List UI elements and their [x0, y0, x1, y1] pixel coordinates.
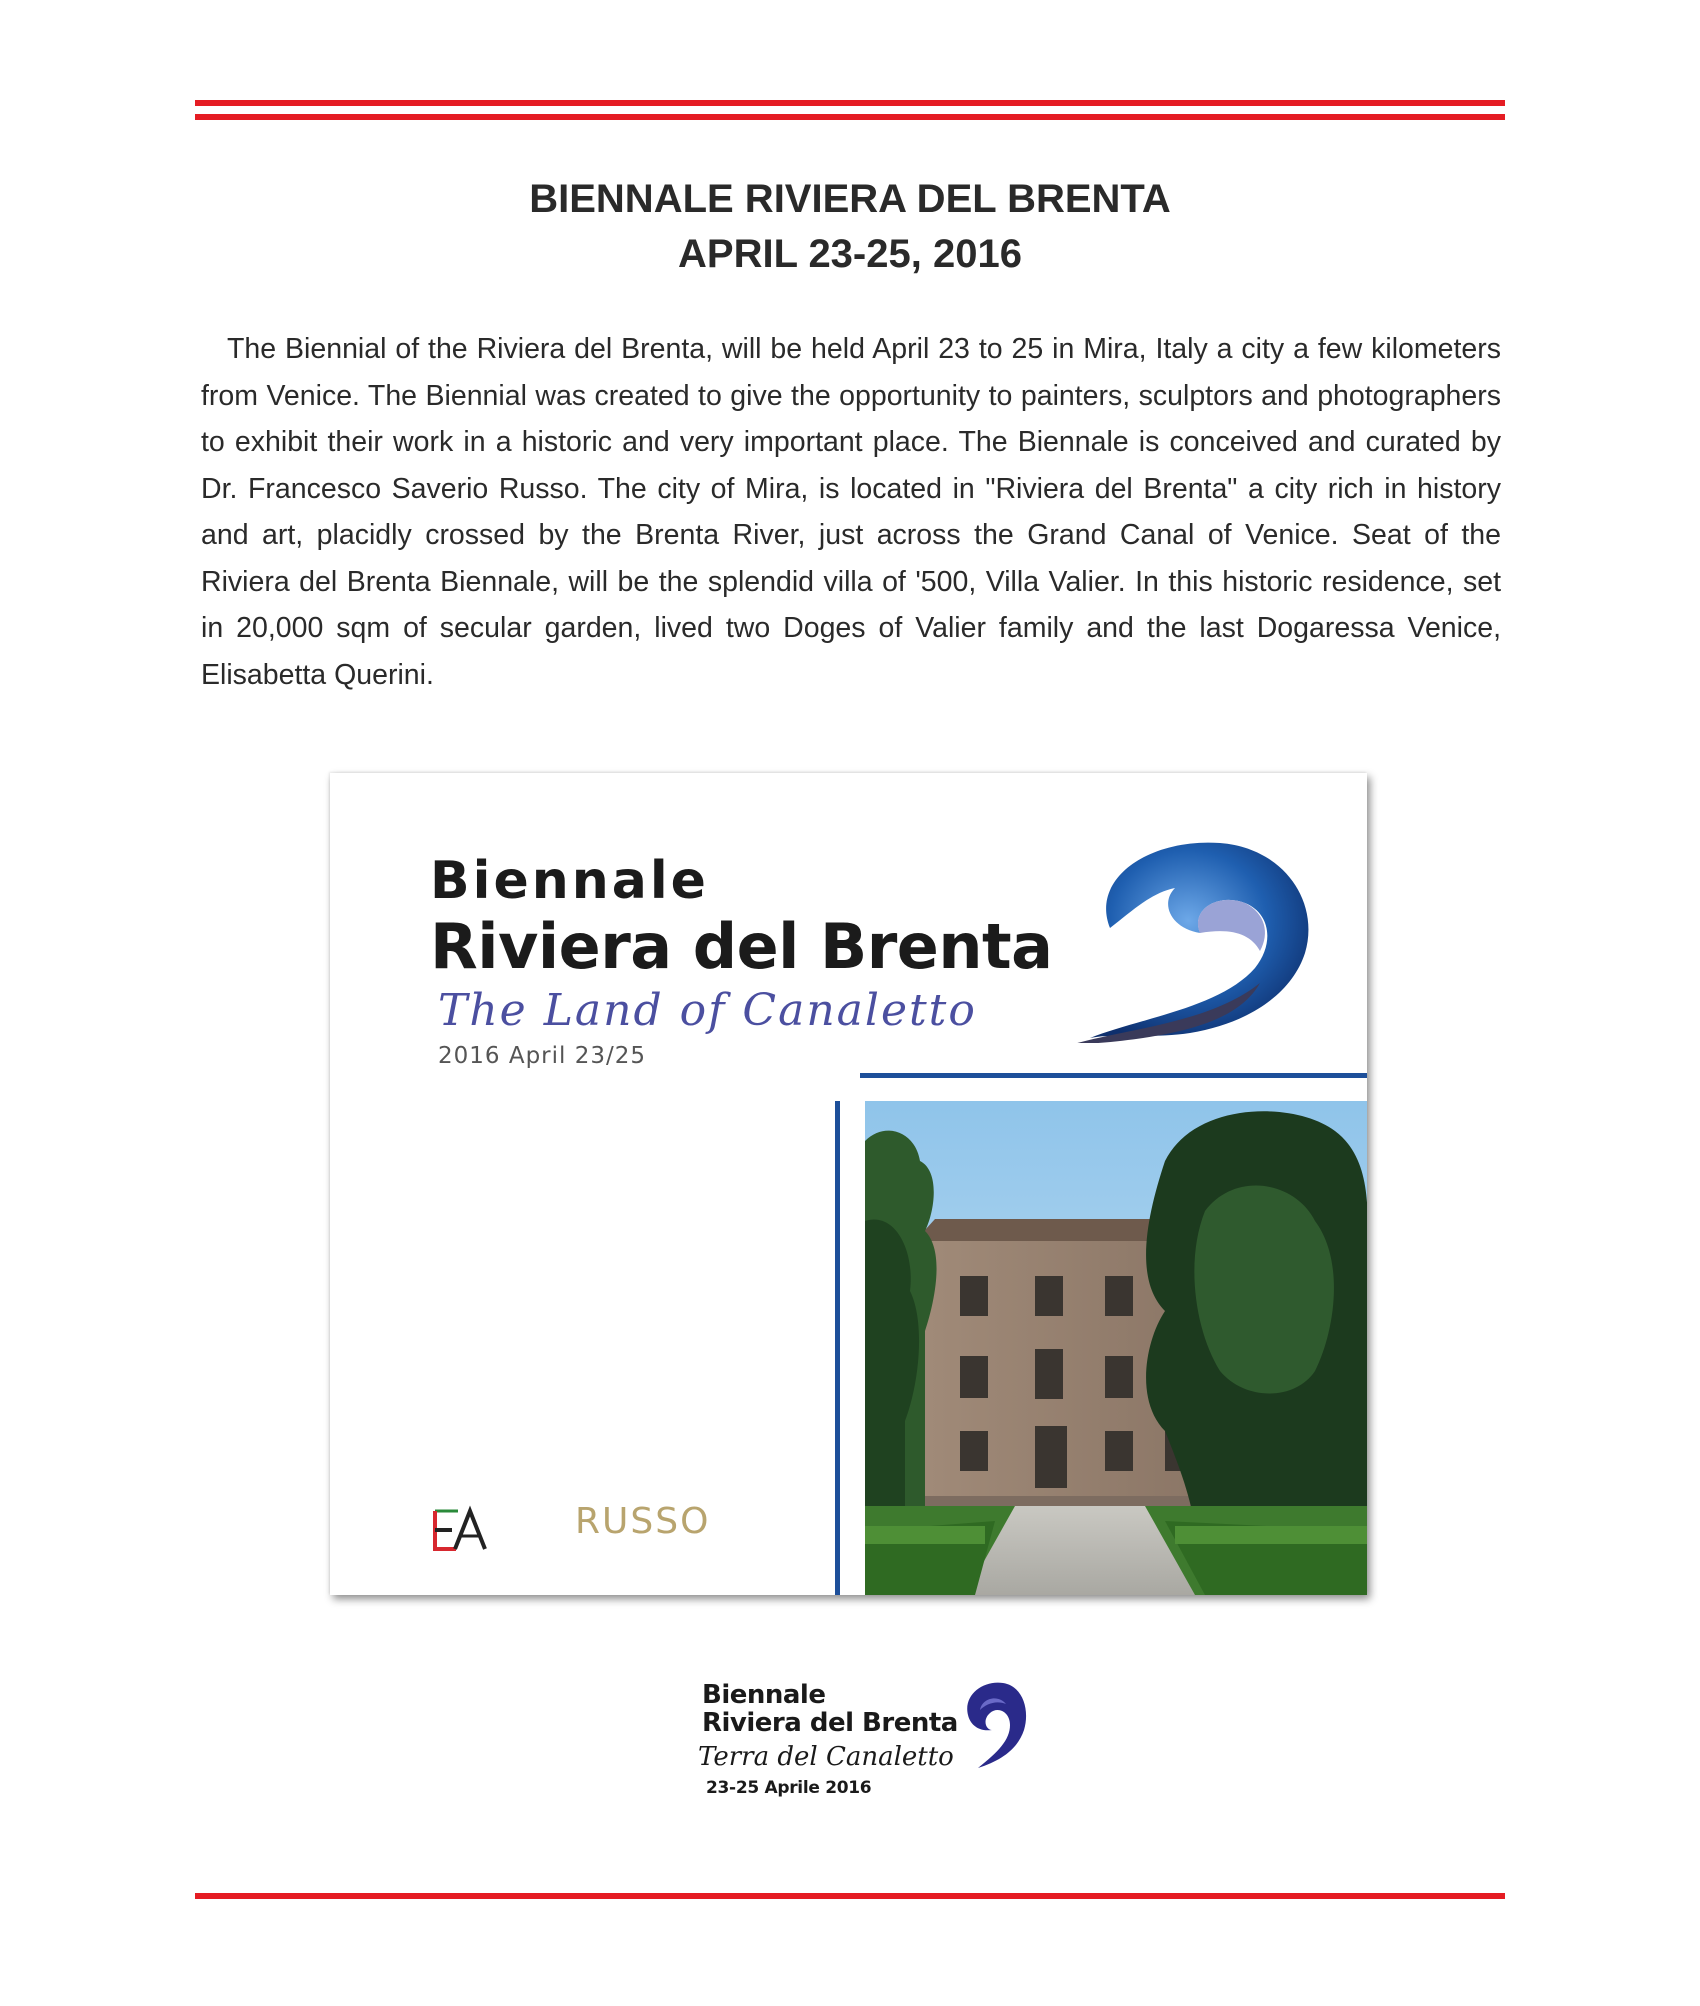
title-line-2: APRIL 23-25, 2016 [678, 232, 1022, 276]
top-rule-upper [195, 100, 1505, 106]
biennale-logo [690, 1680, 1030, 1830]
poster-date: 2016 April 23/25 [438, 1043, 647, 1069]
logo-title-line-2: Riviera del Brenta [702, 1708, 958, 1738]
poster-horizontal-rule [860, 1073, 1367, 1078]
top-rule-lower [195, 114, 1505, 120]
logo-subtitle: Terra del Canaletto [698, 1742, 954, 1772]
title-line-1: BIENNALE RIVIERA DEL BRENTA [529, 177, 1171, 221]
poster-subtitle: The Land of Canaletto [438, 985, 977, 1036]
logo-date: 23-25 Aprile 2016 [706, 1778, 872, 1798]
page-title [0, 172, 1700, 282]
logo-wave-icon [958, 1680, 1028, 1770]
body-paragraph: The Biennial of the Riviera del Brenta, will be held April 23 to 25 in Mira, Italy a city a few kilometers from Venice. The Biennial was created to give the opportunity to painters, sculptors and photographers to exhibit their work in a historic and very important place. The Biennale is conceived and curated by Dr. Francesco Saverio Russo. The city of Mira, is located in "Riviera del Brenta" a city rich in history and art, placidly crossed by the Brenta River, just across the Grand Canal of Venice. Seat of the Riviera del Brenta Biennale, will be the splendid villa of '500, Villa Valier. In this historic residence, set in 20,000 sqm of secular garden, lived two Doges of Valier family and the last Dogaressa Venice, Elisabetta Querini. [201, 333, 1501, 691]
event-poster [330, 773, 1367, 1595]
villa-valier-photo [865, 1101, 1367, 1595]
ea-logo-icon [430, 1503, 490, 1557]
bottom-rule [195, 1893, 1505, 1899]
poster-vertical-rule [835, 1101, 840, 1595]
wave-logo-icon [1070, 833, 1320, 1043]
logo-title-line-1: Biennale [702, 1680, 826, 1710]
poster-title-line-2: Riviera del Brenta [430, 910, 1053, 983]
poster-title-line-1: Biennale [430, 851, 709, 911]
russo-logo: RUSSO [575, 1501, 711, 1542]
